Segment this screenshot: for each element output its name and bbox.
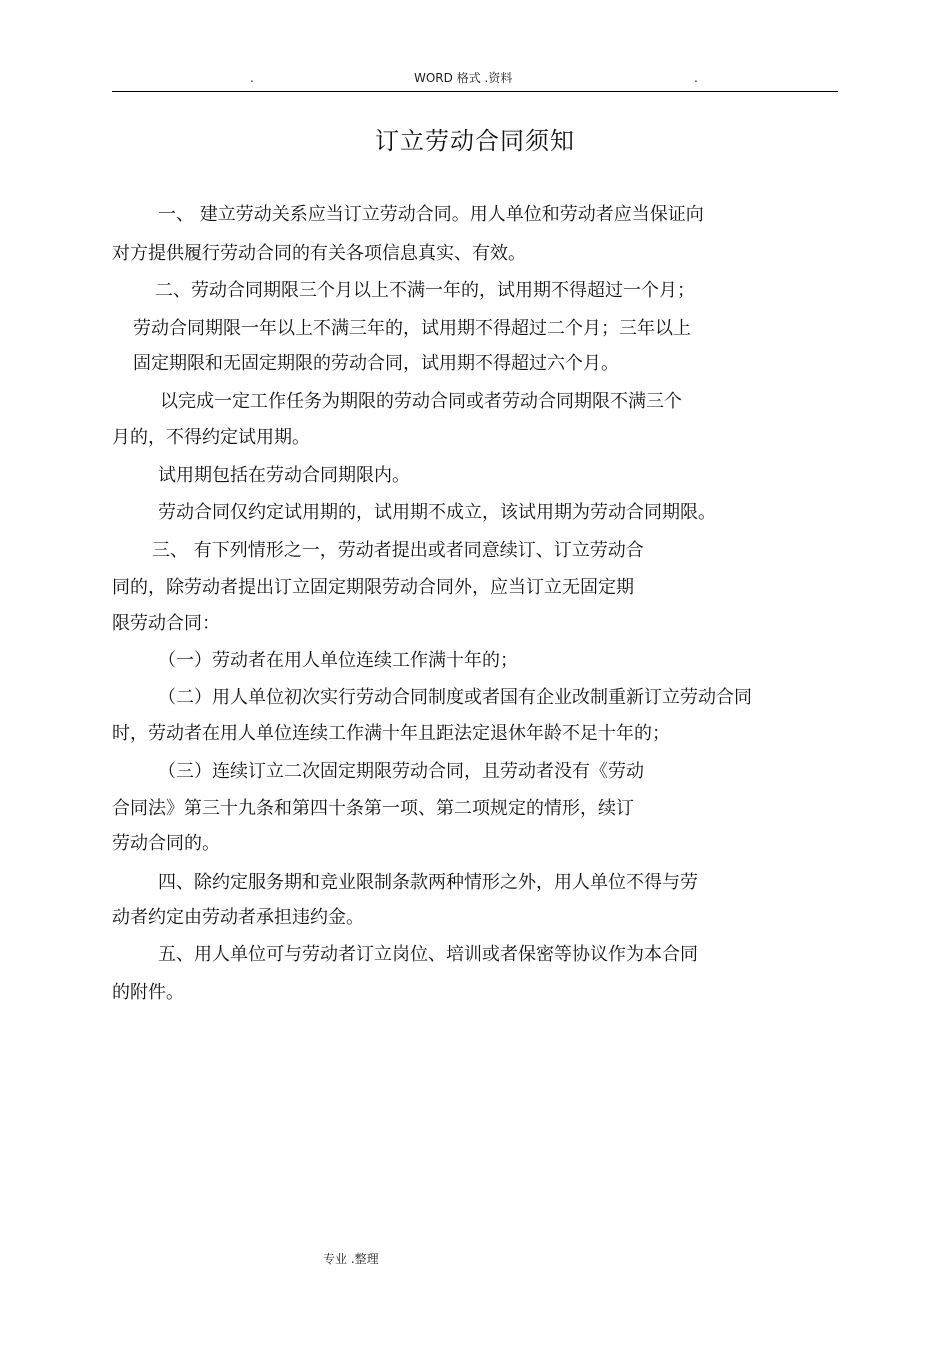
body-line: 月的，不得约定试用期。 <box>112 427 310 448</box>
header-rule <box>112 91 838 92</box>
body-line: 同的，除劳动者提出订立固定期限劳动合同外，应当订立无固定期 <box>112 577 634 598</box>
body-line: 三、 有下列情形之一，劳动者提出或者同意续订、订立劳动合 <box>152 540 644 561</box>
body-line: （一）劳动者在用人单位连续工作满十年的； <box>158 650 518 671</box>
body-line: 对方提供履行劳动合同的有关各项信息真实、有效。 <box>112 243 526 264</box>
body-line: 四、除约定服务期和竞业限制条款两种情形之外，用人单位不得与劳 <box>158 872 698 893</box>
body-line: （二）用人单位初次实行劳动合同制度或者国有企业改制重新订立劳动合同 <box>158 687 752 708</box>
body-line: 固定期限和无固定期限的劳动合同，试用期不得超过六个月。 <box>133 353 619 374</box>
body-line: 劳动合同仅约定试用期的，试用期不成立，该试用期为劳动合同期限。 <box>158 502 716 523</box>
body-line: 劳动合同的。 <box>112 833 220 854</box>
body-line: 劳动合同期限一年以上不满三年的，试用期不得超过二个月；三年以上 <box>133 318 691 339</box>
body-line: 限劳动合同： <box>112 613 220 634</box>
body-line: 一、 建立劳动关系应当订立劳动合同。用人单位和劳动者应当保证向 <box>158 204 704 225</box>
body-line: 合同法》第三十九条和第四十条第一项、第二项规定的情形，续订 <box>112 798 634 819</box>
body-line: 二、劳动合同期限三个月以上不满一年的，试用期不得超过一个月； <box>155 280 695 301</box>
header-dot-right: . <box>694 71 698 85</box>
header-dot-left: . <box>250 71 254 85</box>
body-line: 五、用人单位可与劳动者订立岗位、培训或者保密等协议作为本合同 <box>158 944 698 965</box>
body-line: 以完成一定工作任务为期限的劳动合同或者劳动合同期限不满三个 <box>160 391 682 412</box>
body-line: 试用期包括在劳动合同期限内。 <box>158 465 410 486</box>
body-line: 时，劳动者在用人单位连续工作满十年且距法定退休年龄不足十年的； <box>112 723 670 744</box>
body-line: （三）连续订立二次固定期限劳动合同，且劳动者没有《劳动 <box>158 761 644 782</box>
document-title: 订立劳动合同须知 <box>375 127 575 155</box>
body-line: 动者约定由劳动者承担违约金。 <box>112 907 364 928</box>
page-footer: 专业 .整理 <box>323 1252 379 1266</box>
header-label: WORD 格式 .资料 <box>414 71 513 85</box>
body-line: 的附件。 <box>112 982 184 1003</box>
